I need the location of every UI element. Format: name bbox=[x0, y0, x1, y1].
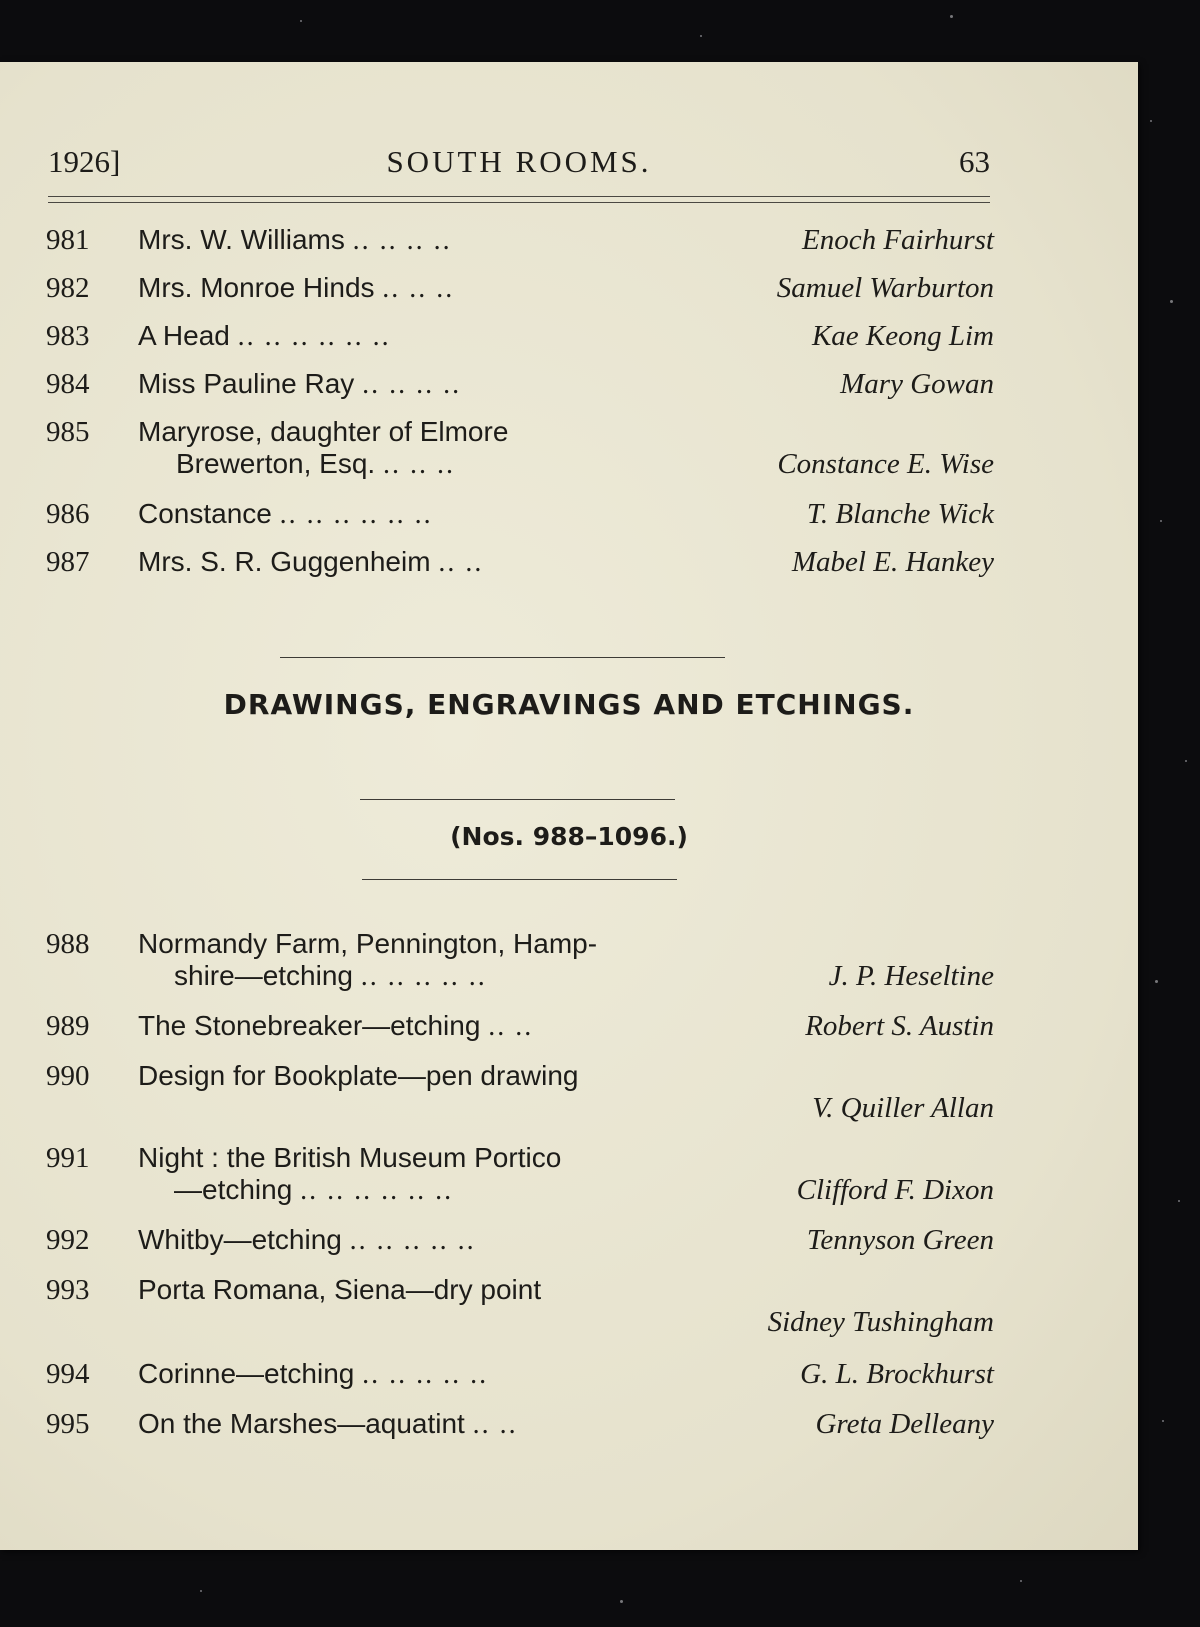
section-divider bbox=[362, 879, 677, 880]
entry-number: 981 bbox=[46, 224, 90, 256]
entry-title-continued: Brewerton, Esq. .. .. .. bbox=[176, 448, 455, 480]
entry-artist: V. Quiller Allan bbox=[812, 1092, 994, 1124]
entry-title: Normandy Farm, Pennington, Hamp- bbox=[138, 928, 598, 959]
entry-title: Mrs. W. Williams .. .. .. .. bbox=[138, 224, 452, 256]
header-rule bbox=[48, 196, 990, 203]
entry-number: 983 bbox=[46, 320, 90, 352]
entry-artist: Mary Gowan bbox=[840, 368, 994, 400]
entry-number: 985 bbox=[46, 416, 90, 448]
entry-artist: Robert S. Austin bbox=[805, 1010, 994, 1042]
entry-title: A Head .. .. .. .. .. .. bbox=[138, 320, 391, 352]
entry-title: The Stonebreaker—etching .. .. bbox=[138, 1010, 534, 1042]
entry-number: 990 bbox=[46, 1060, 90, 1092]
entry-number: 993 bbox=[46, 1274, 90, 1306]
catalogue-page bbox=[0, 62, 1138, 1550]
entry-number: 995 bbox=[46, 1408, 90, 1440]
entry-number: 989 bbox=[46, 1010, 90, 1042]
entry-number: 984 bbox=[46, 368, 90, 400]
entry-artist: Greta Delleany bbox=[815, 1408, 994, 1440]
entry-title: Night : the British Museum Portico bbox=[138, 1142, 562, 1173]
entry-number: 992 bbox=[46, 1224, 90, 1256]
entry-number: 986 bbox=[46, 498, 90, 530]
entry-artist: Kae Keong Lim bbox=[811, 320, 994, 352]
entry-artist: Enoch Fairhurst bbox=[802, 224, 994, 256]
entry-title: Maryrose, daughter of Elmore bbox=[138, 416, 509, 447]
entry-artist: Sidney Tushingham bbox=[767, 1306, 994, 1338]
page-title: SOUTH ROOMS. bbox=[386, 144, 652, 179]
entry-title: Whitby—etching .. .. .. .. .. bbox=[138, 1224, 476, 1256]
entry-title: On the Marshes—aquatint .. .. bbox=[138, 1408, 518, 1440]
entry-artist: G. L. Brockhurst bbox=[800, 1358, 994, 1390]
entry-title: Corinne—etching .. .. .. .. .. bbox=[138, 1358, 489, 1390]
entry-title: Constance .. .. .. .. .. .. bbox=[138, 498, 433, 530]
entry-artist: J. P. Heseltine bbox=[828, 960, 994, 992]
entry-title: Mrs. S. R. Guggenheim .. .. bbox=[138, 546, 484, 578]
entry-artist: Tennyson Green bbox=[806, 1224, 994, 1256]
entry-title-continued: —etching .. .. .. .. .. .. bbox=[174, 1174, 454, 1206]
page-number: 63 bbox=[959, 144, 990, 179]
entry-number: 994 bbox=[46, 1358, 90, 1390]
entry-number: 982 bbox=[46, 272, 90, 304]
entry-title-continued: shire—etching .. .. .. .. .. bbox=[174, 960, 487, 992]
entry-title: Mrs. Monroe Hinds .. .. .. bbox=[138, 272, 455, 304]
entry-artist: Mabel E. Hankey bbox=[791, 546, 994, 578]
entry-title: Porta Romana, Siena—dry point bbox=[138, 1274, 542, 1305]
entry-title: Miss Pauline Ray .. .. .. .. bbox=[138, 368, 462, 400]
entry-number: 988 bbox=[46, 928, 90, 960]
section-divider bbox=[360, 799, 675, 800]
entry-number: 987 bbox=[46, 546, 90, 578]
section-heading: DRAWINGS, ENGRAVINGS AND ETCHINGS. bbox=[223, 688, 915, 721]
entry-number: 991 bbox=[46, 1142, 90, 1174]
header-year: 1926] bbox=[48, 144, 121, 179]
entry-artist: Samuel Warburton bbox=[776, 272, 994, 304]
entry-title: Design for Bookplate—pen drawing bbox=[138, 1060, 579, 1091]
entry-artist: Clifford F. Dixon bbox=[796, 1174, 994, 1206]
section-divider bbox=[280, 657, 725, 658]
entry-artist: T. Blanche Wick bbox=[806, 498, 994, 530]
page-header bbox=[48, 144, 990, 184]
section-range: (Nos. 988–1096.) bbox=[450, 822, 688, 851]
entry-artist: Constance E. Wise bbox=[777, 448, 994, 480]
